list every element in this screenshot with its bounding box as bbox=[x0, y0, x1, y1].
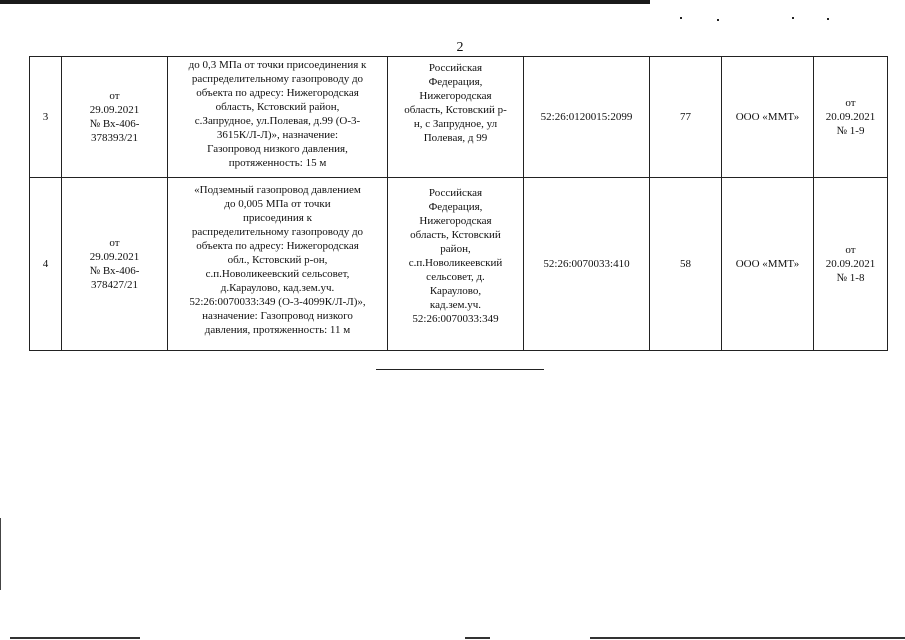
page-number: 2 bbox=[456, 40, 464, 55]
table-row bbox=[30, 178, 888, 351]
cadastral-number: 52:26:0120015:2099 bbox=[524, 57, 650, 178]
cadastral-number: 52:26:0070033:410 bbox=[524, 178, 650, 351]
scan-speck bbox=[680, 17, 682, 19]
decision-ref: от 20.09.2021 № 1-9 bbox=[814, 57, 888, 178]
object-address: Российская Федерация, Нижегородская область, Кстовский район, с.п.Новоликеевский сельсовет, д. Караулово, кад.зем.уч. 52:26:0070033:349 bbox=[388, 178, 524, 351]
scan-speck bbox=[827, 18, 829, 20]
owner-name: ООО «ММТ» bbox=[722, 178, 814, 351]
row-number: 3 bbox=[30, 57, 62, 178]
object-address: Российская Федерация, Нижегородская область, Кстовский р- н, с Запрудное, ул Полевая, д 99 bbox=[388, 57, 524, 178]
scan-edge-bottom bbox=[10, 637, 140, 639]
object-description: до 0,3 МПа от точки присоединения к распределительному газопроводу до объекта по адресу: Нижегородская область, Кстовский район, с.Запрудное, ул.Полевая, д.99 (О-3- 3615К/Л-Л)», назначение: Газопровод низкого давления, протяженность: 15 м bbox=[168, 57, 388, 178]
scan-speck bbox=[792, 17, 794, 19]
term-value: 58 bbox=[650, 178, 722, 351]
document-table bbox=[29, 56, 888, 351]
end-divider bbox=[376, 369, 544, 370]
scan-speck bbox=[717, 19, 719, 21]
request-ref: от 29.09.2021 № Вх-406- 378427/21 bbox=[62, 178, 168, 351]
table-row bbox=[30, 57, 888, 178]
scan-edge-bottom bbox=[465, 637, 490, 639]
scan-edge-top bbox=[0, 0, 650, 4]
row-number: 4 bbox=[30, 178, 62, 351]
term-value: 77 bbox=[650, 57, 722, 178]
decision-ref: от 20.09.2021 № 1-8 bbox=[814, 178, 888, 351]
scan-edge-bottom bbox=[590, 637, 905, 639]
request-ref: от 29.09.2021 № Вх-406- 378393/21 bbox=[62, 57, 168, 178]
object-description: «Подземный газопровод давлением до 0,005 МПа от точки присоединия к распределительному газопроводу до объекта по адресу: Нижегородская обл., Кстовский р-он, с.п.Новоликеевский сельсовет, д.Караулово, кад.зем.уч. 52:26:0070033:349 (О-3-4099К/Л-Л)», назначение: Газопровод низкого давления, протяженность: 11 м bbox=[168, 178, 388, 351]
owner-name: ООО «ММТ» bbox=[722, 57, 814, 178]
scan-edge-left bbox=[0, 518, 1, 590]
